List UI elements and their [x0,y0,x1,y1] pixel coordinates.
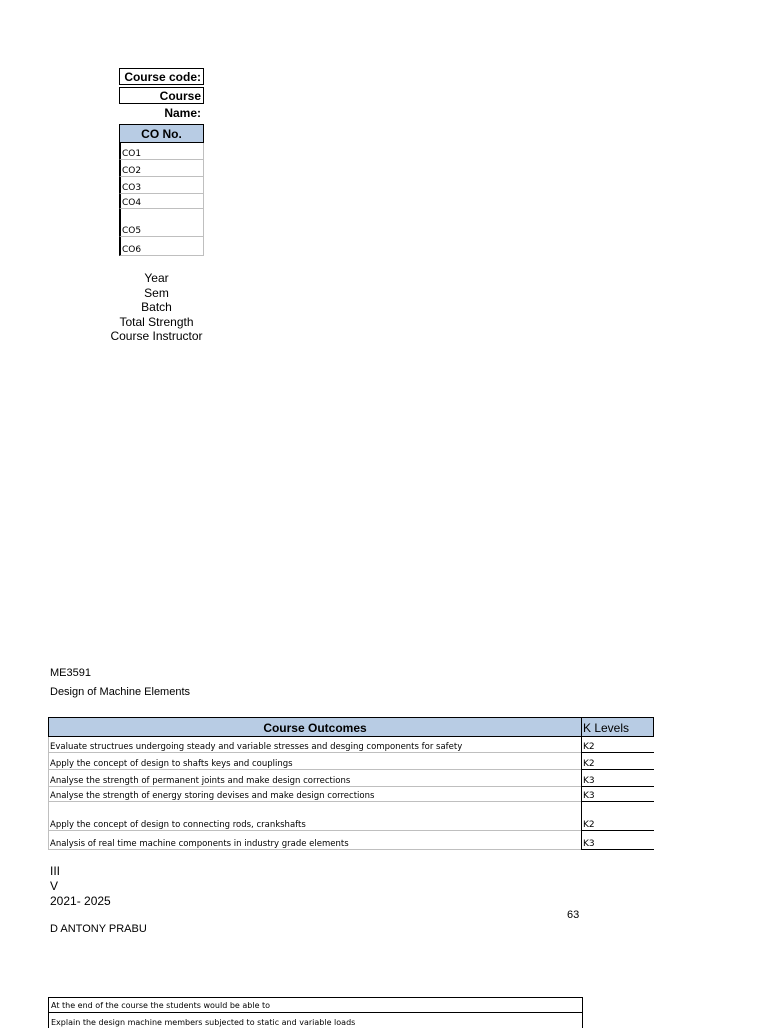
co-no-list [119,143,204,256]
co-no-cell: CO3 [119,177,204,194]
k-level-cell: K3 [581,787,654,802]
co-no-header: CO No. [119,124,204,143]
instructor-value: D ANTONY PRABU [50,923,147,935]
course-name-label: Course Name: [119,87,204,104]
table-row: Analyse the strength of permanent joints and make design corrections [48,770,582,787]
k-levels-column [581,737,654,850]
k-level-cell: K2 [581,802,654,831]
k-level-cell: K3 [581,831,654,850]
co-no-cell: CO2 [119,160,204,177]
outcome-first-line: Explain the design machine members subjected to static and variable loads [48,1012,583,1028]
k-level-cell: K2 [581,753,654,770]
outcomes-column [48,737,582,850]
co-no-cell: CO1 [119,143,204,160]
k-levels-header: K Levels [581,717,654,737]
k-level-cell: K3 [581,770,654,787]
table-row: Analysis of real time machine components in industry grade elements [48,831,582,850]
co-no-cell: CO6 [119,237,204,256]
total-strength-label: Total Strength [119,314,194,329]
batch-value: 2021- 2025 [50,894,111,908]
table-row: Evaluate structrues undergoing steady and variable stresses and desging components for safety [48,737,582,753]
info-labels [110,271,203,344]
co-no-cell: CO4 [119,194,204,209]
co-no-cell: CO5 [119,209,204,237]
outcome-intro-text: At the end of the course the students would be able to [48,997,583,1013]
course-code-label: Course code: [119,68,204,85]
course-outcomes-header: Course Outcomes [48,717,582,737]
table-row: Analyse the strength of energy storing devises and make design corrections [48,787,582,802]
course-code-value: ME3591 [50,667,91,679]
k-level-cell: K2 [581,737,654,753]
course-instructor-label: Course Instructor [110,329,203,344]
year-value: III [50,864,61,878]
sem-value: V [50,879,59,893]
batch-label: Batch [141,300,172,315]
table-row: Apply the concept of design to connecting rods, crankshafts [48,802,582,831]
total-strength-value: 63 [567,909,580,921]
table-row: Apply the concept of design to shafts keys and couplings [48,753,582,770]
sem-label: Sem [144,285,169,300]
course-name-value: Design of Machine Elements [50,686,191,698]
year-label: Year [144,271,169,285]
